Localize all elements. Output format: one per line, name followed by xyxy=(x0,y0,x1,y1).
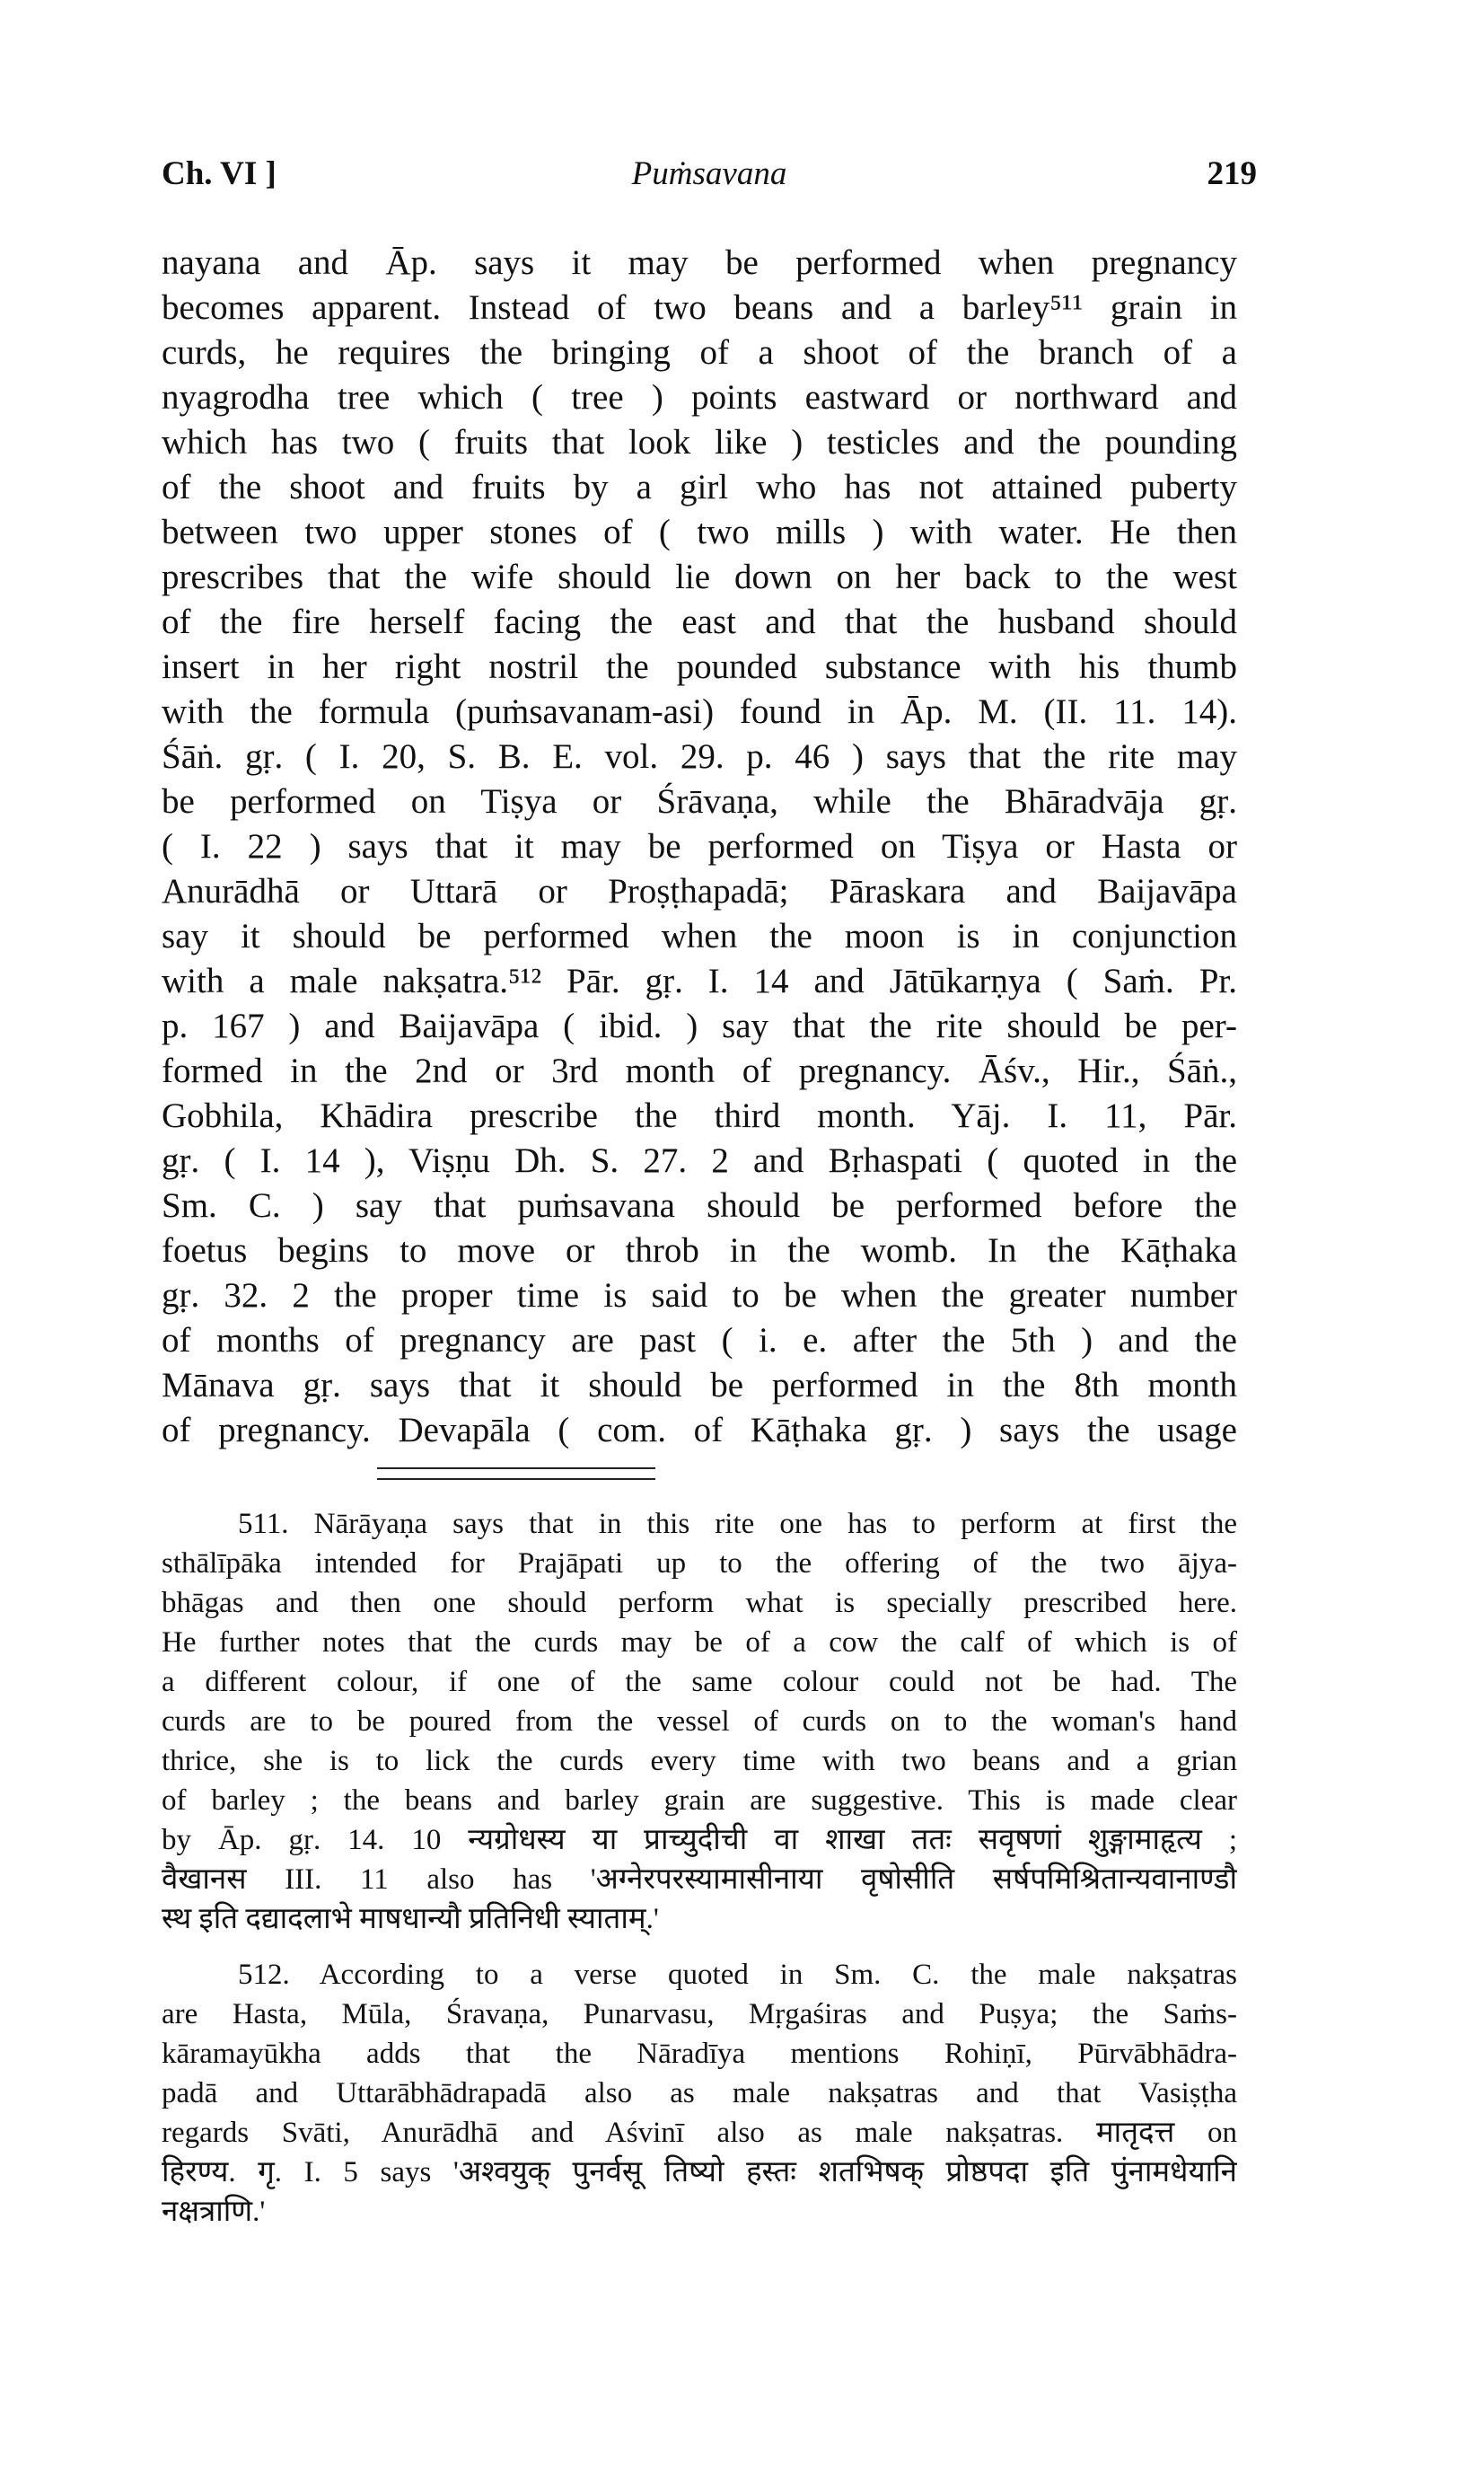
body-line: with the formula (puṁsavanam-asi) found in Āp. M. (II. 11. 14). xyxy=(162,692,1237,731)
body-line: of the fire herself facing the east and that the husband should xyxy=(162,603,1237,641)
body-line: which has two ( fruits that look like ) testicles and the pounding xyxy=(162,423,1237,462)
page-header xyxy=(162,154,1257,208)
footnote-line: 511. Nārāyaṇa says that in this rite one has to perform at first the xyxy=(238,1508,1237,1540)
footnote-line: curds are to be poured from the vessel of curds on to the woman's hand xyxy=(162,1705,1237,1738)
chapter-label: Ch. VI ] xyxy=(162,155,277,192)
body-line: Sm. C. ) say that puṁsavana should be performed before the xyxy=(162,1186,1237,1225)
footnote-line: हिरण्य. गृ. I. 5 says 'अश्वयुक् पुनर्वसू तिष्यो हस्तः शतभिषक् प्रोष्ठपदा इति पुंनामधेयानि xyxy=(162,2156,1237,2188)
footnote-line: of barley ; the beans and barley grain are suggestive. This is made clear xyxy=(162,1784,1237,1817)
footnote xyxy=(162,1955,1237,2232)
body-line: Anurādhā or Uttarā or Proṣṭhapadā; Pāraskara and Baijavāpa xyxy=(162,872,1237,911)
body-line: say it should be performed when the moon is in conjunction xyxy=(162,917,1237,955)
running-title: Puṁsavana xyxy=(631,155,787,192)
body-line: of the shoot and fruits by a girl who has not attained puberty xyxy=(162,468,1237,506)
footnote-line: kāramayūkha adds that the Nāradīya mentions Rohiṇī, Pūrvābhādra- xyxy=(162,2038,1237,2070)
body-line: of pregnancy. Devapāla ( com. of Kāṭhaka gṛ. ) says the usage xyxy=(162,1411,1237,1449)
body-line: prescribes that the wife should lie down on her back to the west xyxy=(162,558,1237,596)
body-line: becomes apparent. Instead of two beans and a barley⁵¹¹ grain in xyxy=(162,288,1237,327)
footnote xyxy=(162,1504,1237,1939)
footnote-line: padā and Uttarābhādrapadā also as male nakṣatras and that Vasiṣṭha xyxy=(162,2077,1237,2109)
footnote-line: thrice, she is to lick the curds every time with two beans and a grian xyxy=(162,1745,1237,1777)
page-number: 219 xyxy=(1207,155,1257,192)
footnote-rule-top xyxy=(377,1467,655,1469)
footnote-line: bhāgas and then one should perform what is specially prescribed here. xyxy=(162,1587,1237,1619)
main-body-text xyxy=(162,241,1237,1453)
footnote-line: sthālīpāka intended for Prajāpati up to the offering of the two ājya- xyxy=(162,1547,1237,1580)
footnote-line: नक्षत्राणि.' xyxy=(162,2196,266,2228)
footnote-line: are Hasta, Mūla, Śravaṇa, Punarvasu, Mṛgaśiras and Puṣya; the Saṁs- xyxy=(162,1998,1237,2030)
footnote-line: स्थ इति दद्यादलाभे माषधान्यौ प्रतिनिधी स्याताम्.' xyxy=(162,1903,659,1935)
footnotes xyxy=(162,1504,1237,2248)
body-line: Gobhila, Khādira prescribe the third month. Yāj. I. 11, Pār. xyxy=(162,1096,1237,1135)
footnote-line: 512. According to a verse quoted in Sm. C. the male nakṣatras xyxy=(238,1959,1237,1991)
body-line: nyagrodha tree which ( tree ) points eastward or northward and xyxy=(162,378,1237,417)
footnote-line: He further notes that the curds may be of a cow the calf of which is of xyxy=(162,1626,1237,1659)
body-line: gṛ. 32. 2 the proper time is said to be when the greater number xyxy=(162,1276,1237,1315)
body-line: foetus begins to move or throb in the womb. In the Kāṭhaka xyxy=(162,1231,1237,1270)
body-line: formed in the 2nd or 3rd month of pregnancy. Āśv., Hir., Śāṅ., xyxy=(162,1052,1237,1090)
body-line: with a male nakṣatra.⁵¹² Pār. gṛ. I. 14 and Jātūkarṇya ( Saṁ. Pr. xyxy=(162,962,1237,1000)
body-line: nayana and Āp. says it may be performed when pregnancy xyxy=(162,243,1237,282)
footnote-line: वैखानस III. 11 also has 'अग्नेरपरस्यामासीनाया वृषोसीति सर्षपमिश्रितान्यवानाण्डौ xyxy=(162,1863,1237,1896)
body-line: gṛ. ( I. 14 ), Viṣṇu Dh. S. 27. 2 and Bṛhaspati ( quoted in the xyxy=(162,1141,1237,1180)
body-line: ( I. 22 ) says that it may be performed on Tiṣya or Hasta or xyxy=(162,827,1237,866)
body-line: be performed on Tiṣya or Śrāvaṇa, while the Bhāradvāja gṛ. xyxy=(162,782,1237,821)
body-line: of months of pregnancy are past ( i. e. after the 5th ) and the xyxy=(162,1321,1237,1360)
footnote-rule-bottom xyxy=(377,1478,655,1480)
footnote-line: a different colour, if one of the same colour could not be had. The xyxy=(162,1666,1237,1698)
footnote-line: regards Svāti, Anurādhā and Aśvinī also as male nakṣatras. मातृदत्त on xyxy=(162,2117,1237,2149)
body-line: insert in her right nostril the pounded substance with his thumb xyxy=(162,647,1237,686)
body-line: p. 167 ) and Baijavāpa ( ibid. ) say that the rite should be per- xyxy=(162,1007,1237,1045)
body-line: Mānava gṛ. says that it should be performed in the 8th month xyxy=(162,1366,1237,1405)
body-line: Śāṅ. gṛ. ( I. 20, S. B. E. vol. 29. p. 46 ) says that the rite may xyxy=(162,737,1237,776)
body-line: curds, he requires the bringing of a shoot of the branch of a xyxy=(162,333,1237,372)
footnote-line: by Āp. gṛ. 14. 10 न्यग्रोधस्य या प्राच्युदीची वा शाखा ततः सवृषणां शुङ्गामाहृत्य ; xyxy=(162,1824,1237,1856)
body-line: between two upper stones of ( two mills ) with water. He then xyxy=(162,513,1237,551)
